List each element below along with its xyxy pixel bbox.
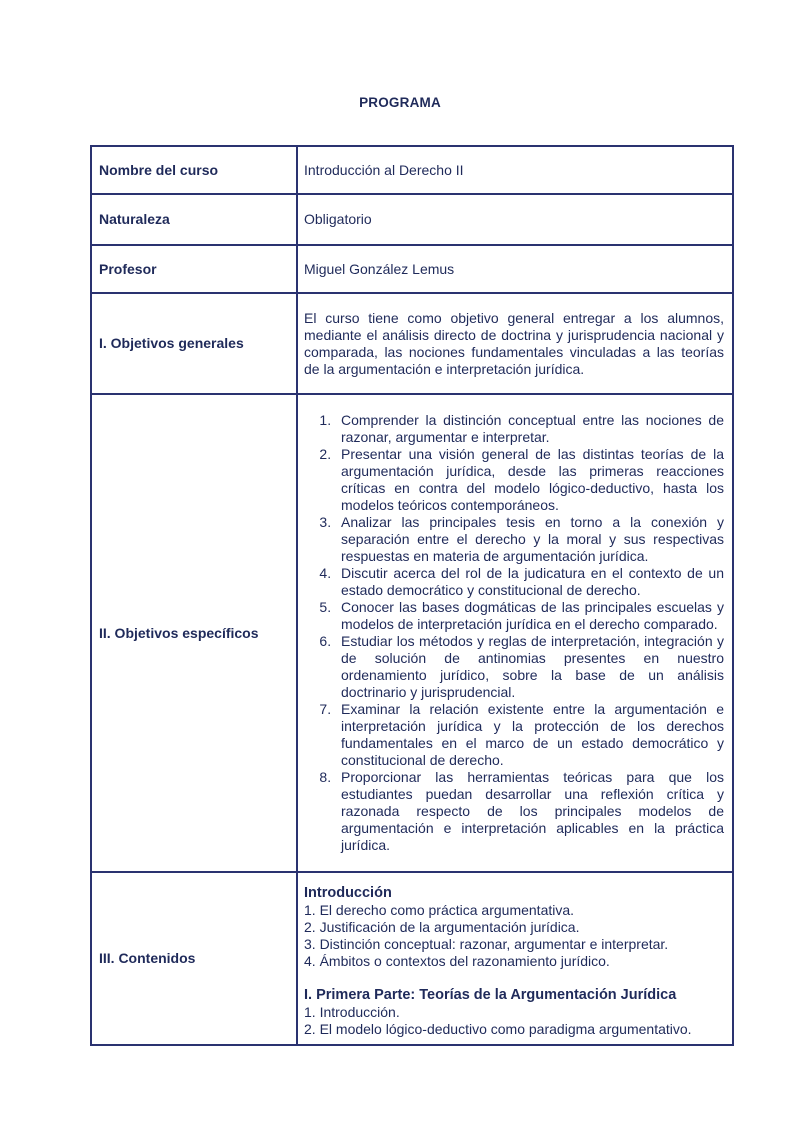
row-course-name	[91, 146, 733, 194]
professor-value: Miguel González Lemus	[297, 245, 733, 293]
general-objectives-label: I. Objetivos generales	[91, 293, 297, 394]
list-item: 2. El modelo lógico-deductivo como paradigma argumentativo.	[304, 1021, 692, 1037]
list-item: 1. El derecho como práctica argumentativa.	[304, 902, 575, 918]
spacer	[304, 970, 724, 987]
list-item: 1. Comprender la distinción conceptual entre las nociones de razonar, argumentar e interpretar.	[335, 412, 724, 446]
list-item: 5. Conocer las bases dogmáticas de las principales escuelas y modelos de interpretación jurídica en el derecho comparado.	[335, 599, 724, 633]
row-nature	[91, 194, 733, 245]
course-name-value: Introducción al Derecho II	[297, 146, 733, 194]
list-item: 6. Estudiar los métodos y reglas de interpretación, integración y de solución de antinomias presentes en nuestro ordenamiento jurídico, sobre la base de un análisis doctrinario y jurisprudencial.	[335, 633, 724, 701]
specific-objectives-list	[304, 412, 724, 854]
list-item: 8. Proporcionar las herramientas teóricas para que los estudiantes puedan desarrollar una reflexión crítica y razonada respecto de los principales modelos de argumentación e interpretación aplicables en la práctica jurídica.	[335, 769, 724, 854]
list-item: 2. Justificación de la argumentación jurídica.	[304, 919, 580, 935]
list-item: 4. Ámbitos o contextos del razonamiento jurídico.	[304, 953, 610, 969]
intro-heading: Introducción	[304, 885, 392, 901]
row-contents	[91, 872, 733, 1045]
row-general-objectives	[91, 293, 733, 394]
list-item: 1. Introducción.	[304, 1004, 400, 1020]
general-objectives-text: El curso tiene como objetivo general entregar a los alumnos, mediante el análisis directo de doctrina y jurisprudencia nacional y comparada, las nociones fundamentales vinculadas a las teorías de la argumentación e interpretación jurídica.	[297, 293, 733, 394]
list-item: 7. Examinar la relación existente entre la argumentación e interpretación jurídica y la protección de los derechos fundamentales en el marco de un estado democrático y constitucional de derecho.	[335, 701, 724, 769]
list-item: 3. Analizar las principales tesis en torno a la conexión y separación entre el derecho y la moral y sus respectivas respuestas en materia de argumentación jurídica.	[335, 514, 724, 565]
nature-label: Naturaleza	[91, 194, 297, 245]
specific-objectives-label: II. Objetivos específicos	[91, 394, 297, 872]
nature-value: Obligatorio	[297, 194, 733, 245]
list-item: 3. Distinción conceptual: razonar, argumentar e interpretar.	[304, 936, 669, 952]
list-item: 4. Discutir acerca del rol de la judicatura en el contexto de un estado democrático y constitucional de derecho.	[335, 565, 724, 599]
list-item: 2. Presentar una visión general de las distintas teorías de la argumentación jurídica, desde las primeras reacciones críticas en contra del modelo lógico-deductivo, hasta los modelos teóricos contemporáneos.	[335, 446, 724, 514]
contents-label: III. Contenidos	[91, 872, 297, 1045]
program-table	[90, 145, 734, 1046]
row-specific-objectives	[91, 394, 733, 872]
professor-label: Profesor	[91, 245, 297, 293]
course-name-label: Nombre del curso	[91, 146, 297, 194]
part1-heading: I. Primera Parte: Teorías de la Argumentación Jurídica	[304, 987, 677, 1003]
specific-objectives-cell	[297, 394, 733, 872]
page-title: PROGRAMA	[359, 95, 441, 110]
contents-cell	[297, 872, 733, 1045]
row-professor	[91, 245, 733, 293]
